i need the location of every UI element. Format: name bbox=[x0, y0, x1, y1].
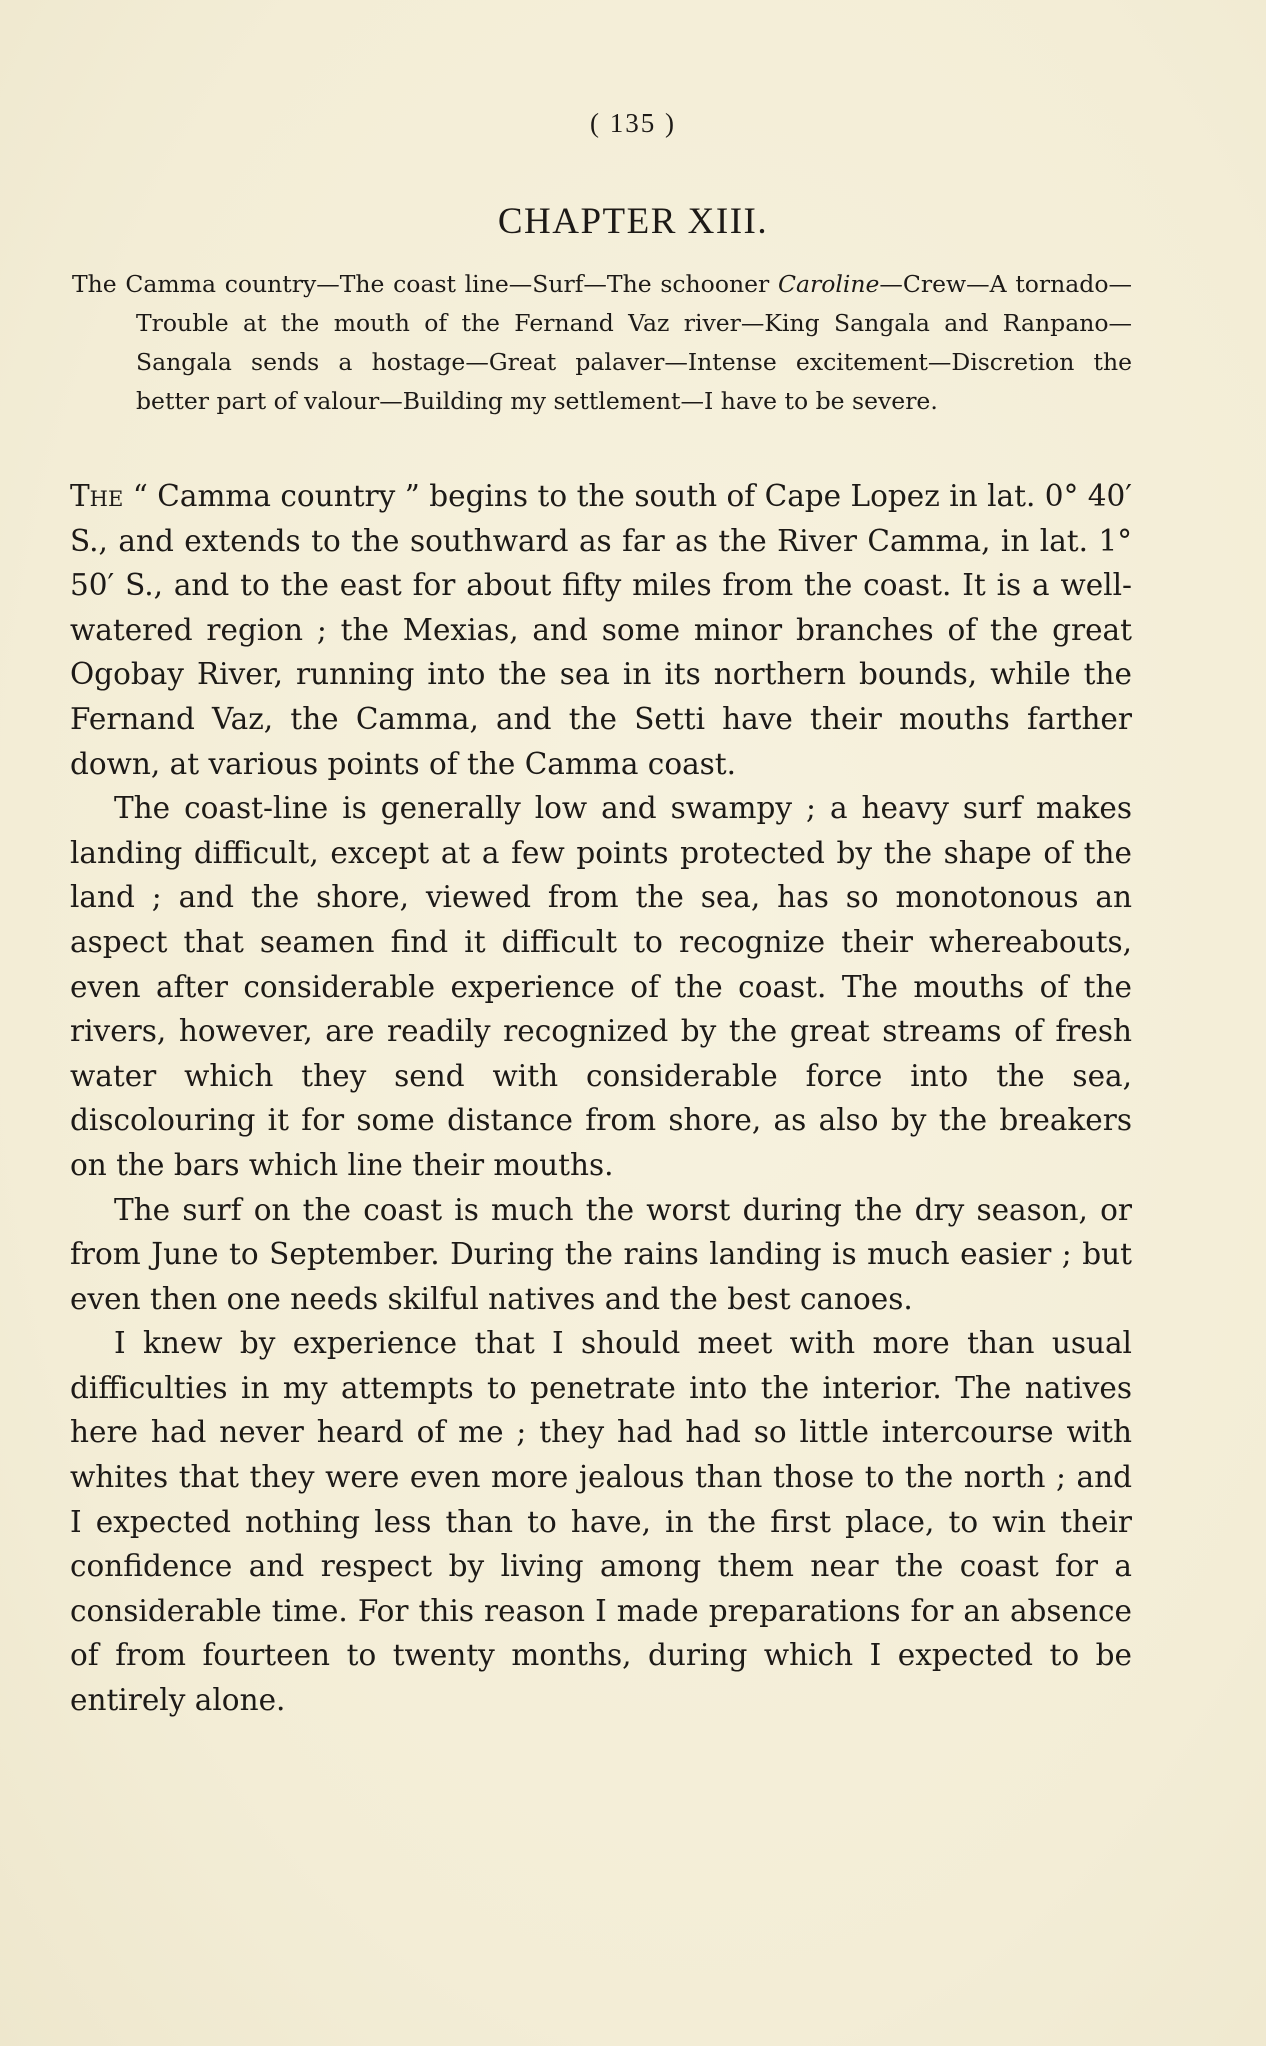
paragraph-3: The surf on the coast is much the worst during the dry season, or from June to September. During the rains landing is much easier ; but even then one needs skilful natives and the best canoes. bbox=[70, 1192, 1132, 1316]
chapter-synopsis bbox=[72, 265, 1132, 421]
chapter-title: CHAPTER XIII. bbox=[497, 201, 769, 242]
chapter-body bbox=[70, 474, 1132, 1723]
paragraph-4: I knew by experience that I should meet with more than usual difficulties in my attempts to penetrate into the interior. The natives here had never heard of me ; they had had so little intercourse with whites that they were even more jealous than those to the north ; and I expected nothing less than to have, in the first place, to win their confidence and respect by living among them near the coast for a considerable time. For this reason I made preparations for an absence of from fourteen to twenty months, during which I expected to be entirely alone. bbox=[70, 1326, 1132, 1718]
paragraph-1-lead: The bbox=[70, 479, 124, 513]
page-number: ( 135 ) bbox=[590, 108, 676, 138]
paragraph-2: The coast-line is generally low and swampy ; a heavy surf makes landing difficult, except at a few points protected by the shape of the land ; and the shore, viewed from the sea, has so monotonous an aspect that seamen find it difficult to recognize their whereabouts, even after considerable experience of the coast. The mouths of the rivers, however, are readily recognized by the great streams of fresh water which they send with considerable force into the sea, discolouring it for some distance from shore, as also by the breakers on the bars which line their mouths. bbox=[70, 791, 1132, 1182]
paragraph-1 bbox=[70, 474, 1132, 786]
synopsis-text-2: —Crew—A tornado—Trouble at the mouth of the Fernand Vaz river—King Sangala and Ranpano—Sangala sends a hostage—Great palaver—Intense excitement—Discretion the better part of valour—Building my settlement—I have to be severe. bbox=[136, 270, 1132, 415]
synopsis-text-1: The Camma country—The coast line—Surf—The schooner bbox=[72, 270, 778, 298]
synopsis-ship-name: Caroline bbox=[777, 270, 880, 298]
paragraph-1-text: “ Camma country ” begins to the south of Cape Lopez in lat. 0° 40′ S., and extends to the southward as far as the River Camma, in lat. 1° 50′ S., and to the east for about fifty miles from the coast. It is a well-watered region ; the Mexias, and some minor branches of the great Ogobay River, running into the sea in its northern bounds, while the Fernand Vaz, the Camma, and the Setti have their mouths farther down, at various points of the Camma coast. bbox=[70, 479, 1132, 781]
